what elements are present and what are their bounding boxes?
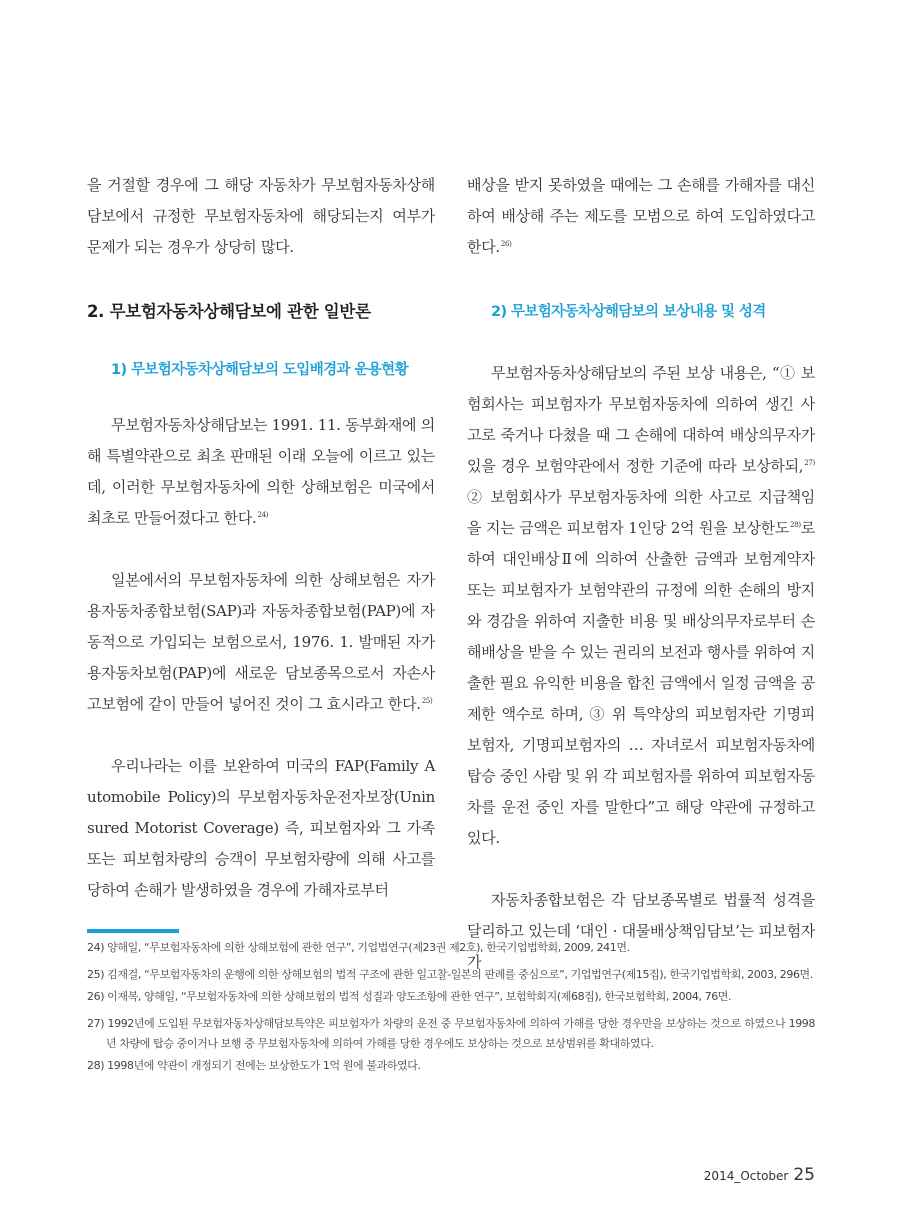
footnote: 25) 김재걸, “무보험자동차의 운행에 의한 상해보험의 법적 구조에 관한 일고찰-일본의 판례를 중심으로”, 기업법연구(제15집), 한국기업법학회, 2003, 296면. bbox=[87, 968, 813, 981]
footnote-ref[interactable]: 27) bbox=[804, 459, 815, 467]
section-heading: 2. 무보험자동차상해담보에 관한 일반론 bbox=[87, 302, 371, 321]
right-column bbox=[467, 170, 815, 978]
paragraph-text: 무보험자동차상해담보의 주된 보상 내용은, “① 보험회사는 피보험자가 무보험자동차에 의하여 생긴 사고로 죽거나 다쳤을 때 그 손해에 대하여 배상의무자가 있을 경우 보험약관에서 정한 기준에 따라 보상하되, bbox=[467, 364, 815, 475]
subsection-heading: 1) 무보험자동차상해담보의 도입배경과 운용현황 bbox=[111, 362, 408, 378]
footnote: 27) 1992년에 도입된 무보험자동차상해담보특약은 피보험자가 차량의 운전 중 무보험자동차에 의하여 가해를 당한 경우만을 보상하는 것으로 하였으나 1998년 차량에 탑승 중이거나 보행 중 무보험자동차에 의하여 가해를 당한 경우에도 보상하는 것으로 보상범위를 확대하였다. bbox=[87, 1017, 815, 1050]
body-paragraph: 우리나라는 이를 보완하여 미국의 FAP(Family Automobile Policy)의 무보험자동차운전자보장(Uninsured Motorist Coverage) 즉, 피보험자와 그 가족 또는 피보험차량의 승객이 무보험차량에 의해 사고를 당하여 손해가 발생하였을 경우에 가해자로부터 bbox=[87, 757, 435, 899]
footnote: 28) 1998년에 약관이 개정되기 전에는 보상한도가 1억 원에 불과하였다. bbox=[87, 1059, 421, 1072]
footnote-ref[interactable]: 26) bbox=[500, 240, 512, 248]
footnote-ref[interactable]: 25) bbox=[421, 697, 433, 705]
footnote: 24) 양해일, “무보험자동차에 의한 상해보험에 관한 연구”, 기업법연구(제23권 제2호), 한국기업법학회, 2009, 241면. bbox=[87, 941, 630, 954]
left-column bbox=[87, 170, 435, 906]
body-paragraph bbox=[467, 358, 815, 854]
continued-paragraph: 을 거절할 경우에 그 해당 자동차가 무보험자동차상해담보에서 규정한 무보험자동차에 해당되는지 여부가 문제가 되는 경우가 상당히 많다. bbox=[87, 176, 435, 256]
paragraph-text: 배상을 받지 못하였을 때에는 그 손해를 가해자를 대신하여 배상해 주는 제도를 모범으로 하여 도입하였다고 한다. bbox=[467, 176, 815, 256]
footnotes bbox=[87, 938, 815, 1083]
paragraph-text: ② 보험회사가 무보험자동차에 의한 사고로 지급책임을 지는 금액은 피보험자 1인당 2억 원을 보상한도 bbox=[467, 488, 815, 537]
paragraph-text: 무보험자동차상해담보는 1991. 11. 동부화재에 의해 특별약관으로 최초 판매된 이래 오늘에 이르고 있는데, 이러한 무보험자동차에 의한 상해보험은 미국에서 최초로 만들어졌다고 한다. bbox=[87, 416, 435, 527]
page-number: 25 bbox=[793, 1165, 815, 1185]
body-paragraph: 자동차종합보험은 각 담보종목별로 법률적 성격을 달리하고 있는데 ‘대인 · 대물배상책임담보’는 피보험자가 bbox=[467, 891, 815, 971]
body-paragraph bbox=[87, 410, 435, 534]
footnote-ref[interactable]: 24) bbox=[257, 511, 269, 519]
page-footer bbox=[704, 1165, 815, 1185]
issue-label: 2014_October bbox=[703, 1169, 789, 1183]
footnote-divider bbox=[87, 929, 179, 933]
footnote-ref[interactable]: 28) bbox=[790, 521, 801, 529]
continued-paragraph bbox=[467, 170, 815, 263]
subsection-heading: 2) 무보험자동차상해담보의 보상내용 및 성격 bbox=[491, 304, 766, 320]
body-paragraph bbox=[87, 565, 435, 720]
paragraph-text: 로 하여 대인배상Ⅱ에 의하여 산출한 금액과 보험계약자 또는 피보험자가 보험약관의 규정에 의한 손해의 방지와 경감을 위하여 지출한 비용 및 배상의무자로부터 손해배상을 받을 수 있는 권리의 보전과 행사를 위하여 지출한 필요 유익한 비용을 합친 금액에서 일정 금액을 공제한 액수로 하며, ③ 위 특약상의 피보험자란 기명피보험자, 기명피보험자의 … 자녀로서 피보험자동차에 탑승 중인 사람 및 위 각 피보험자를 위하여 피보험자동차를 운전 중인 자를 말한다”고 해당 약관에 규정하고 있다. bbox=[467, 519, 815, 847]
paragraph-text: 일본에서의 무보험자동차에 의한 상해보험은 자가용자동차종합보험(SAP)과 자동차종합보험(PAP)에 자동적으로 가입되는 보험으로서, 1976. 1. 발매된 자가용자동차보험(PAP)에 새로운 담보종목으로서 자손사고보험에 같이 만들어 넣어진 것이 그 효시라고 한다. bbox=[87, 571, 435, 713]
footnote: 26) 이재복, 양해일, “무보험자동차에 의한 상해보험의 법적 성질과 양도조항에 관한 연구”, 보험학회지(제68집), 한국보험학회, 2004, 76면. bbox=[87, 990, 732, 1003]
